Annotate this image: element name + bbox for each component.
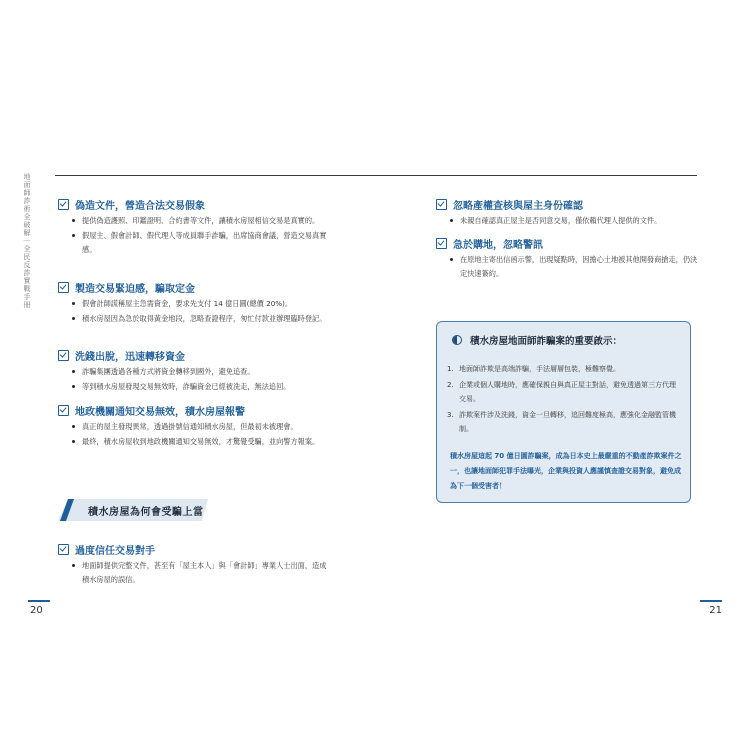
section-urgency xyxy=(58,279,328,327)
bullet-item: 等到積水房屋發現交易無效時，詐騙資金已經被洗走，無法追回。 xyxy=(58,380,328,394)
section-banner xyxy=(58,499,222,521)
bullet-item: 真正的屋主發現異常，透過掛號信通知積水房屋，但最初未被理會。 xyxy=(58,420,328,434)
page-number: 20 xyxy=(30,605,43,616)
bullet-item: 提供偽造護照、印鑑證明、合約書等文件，讓積水房屋相信交易是真實的。 xyxy=(58,214,328,228)
checkbox-icon xyxy=(58,405,69,416)
bullet-item: 地面師提供完整文件，甚至有「屋主本人」與「會計師」專業人士出面，造成積水房屋的誤信。 xyxy=(58,559,328,587)
top-rule xyxy=(375,175,697,176)
checkbox-icon xyxy=(58,544,69,555)
section-transaction-invalid xyxy=(58,402,328,450)
section-title: 急於購地，忽略警訊 xyxy=(453,239,543,251)
bullet-item: 假屋主、假會計師、假代理人等成員聯手詐騙，出席協商會議，營造交易真實感。 xyxy=(58,229,328,257)
info-box-conclusion: 積水房屋這起 70 億日圓詐騙案，成為日本史上最嚴重的不動產詐欺案件之一，也讓地面師犯罪手法曝光，企業與投資人應謹慎查證交易對象，避免成為下一個受害者！ xyxy=(450,452,682,490)
page-number-rule xyxy=(28,600,50,602)
section-over-trust xyxy=(58,541,328,588)
section-title: 偽造文件，營造合法交易假象 xyxy=(75,200,205,212)
lessons-list xyxy=(447,362,682,438)
side-running-title: 地面師詐術全破解｜全民反詐實戰手冊 xyxy=(23,173,31,309)
bullet-item: 在原地主寄出信函示警，出現疑點時，因擔心土地被其他開發商搶走，仍決定快速簽約。 xyxy=(436,253,701,281)
checkbox-icon xyxy=(436,238,447,249)
top-rule xyxy=(55,175,375,176)
bullet-item: 最終，積水房屋收到地政機關通知交易無效，才驚覺受騙，並向警方報案。 xyxy=(58,435,328,449)
checkbox-icon xyxy=(436,199,447,210)
banner-title: 積水房屋為何會受騙上當 xyxy=(88,507,204,518)
right-page xyxy=(375,0,750,750)
info-box-header xyxy=(452,333,622,347)
list-item: 2. 企業或個人購地時，應確保親自與真正屋主對話，避免透過第三方代理交易。 xyxy=(447,381,676,403)
page-number-rule xyxy=(700,600,722,602)
half-circle-icon xyxy=(452,335,462,345)
page-number: 21 xyxy=(709,605,722,616)
bullet-item: 未親自確認真正屋主是否同意交易，僅依賴代理人提供的文件。 xyxy=(436,214,701,228)
lessons-info-box xyxy=(436,321,691,503)
bullet-item: 積水房屋因為急於取得黃金地段，忽略查證程序，匆忙付款並辦理臨時登記。 xyxy=(58,312,328,326)
info-box-title: 積水房屋地面師詐騙案的重要啟示： xyxy=(470,336,623,347)
section-title: 洗錢出脫，迅速轉移資金 xyxy=(75,351,185,363)
list-item: 1. 地面師詐欺是高端詐騙，手法層層包裝，極難察覺。 xyxy=(447,365,620,373)
section-title: 過度信任交易對手 xyxy=(75,545,155,557)
section-title: 忽略產權查核與屋主身份確認 xyxy=(453,200,583,212)
section-hasty-purchase xyxy=(436,235,701,282)
section-title: 製造交易緊迫感，騙取定金 xyxy=(75,283,195,295)
checkbox-icon xyxy=(58,350,69,361)
section-ignore-verification xyxy=(436,196,701,229)
checkbox-icon xyxy=(58,282,69,293)
section-forged-documents xyxy=(58,196,328,258)
list-item: 3. 詐欺案件涉及洗錢，資金一旦轉移，追回難度極高，應強化金融監管機制。 xyxy=(447,411,676,433)
section-title: 地政機關通知交易無效，積水房屋報警 xyxy=(75,406,245,418)
bullet-item: 詐騙集團透過各種方式將資金轉移到國外，避免追查。 xyxy=(58,365,328,379)
section-money-laundering xyxy=(58,347,328,395)
checkbox-icon xyxy=(58,199,69,210)
bullet-item: 假會計師謊稱屋主急需資金，要求先支付 14 億日圓(總價 20%)。 xyxy=(58,297,328,311)
